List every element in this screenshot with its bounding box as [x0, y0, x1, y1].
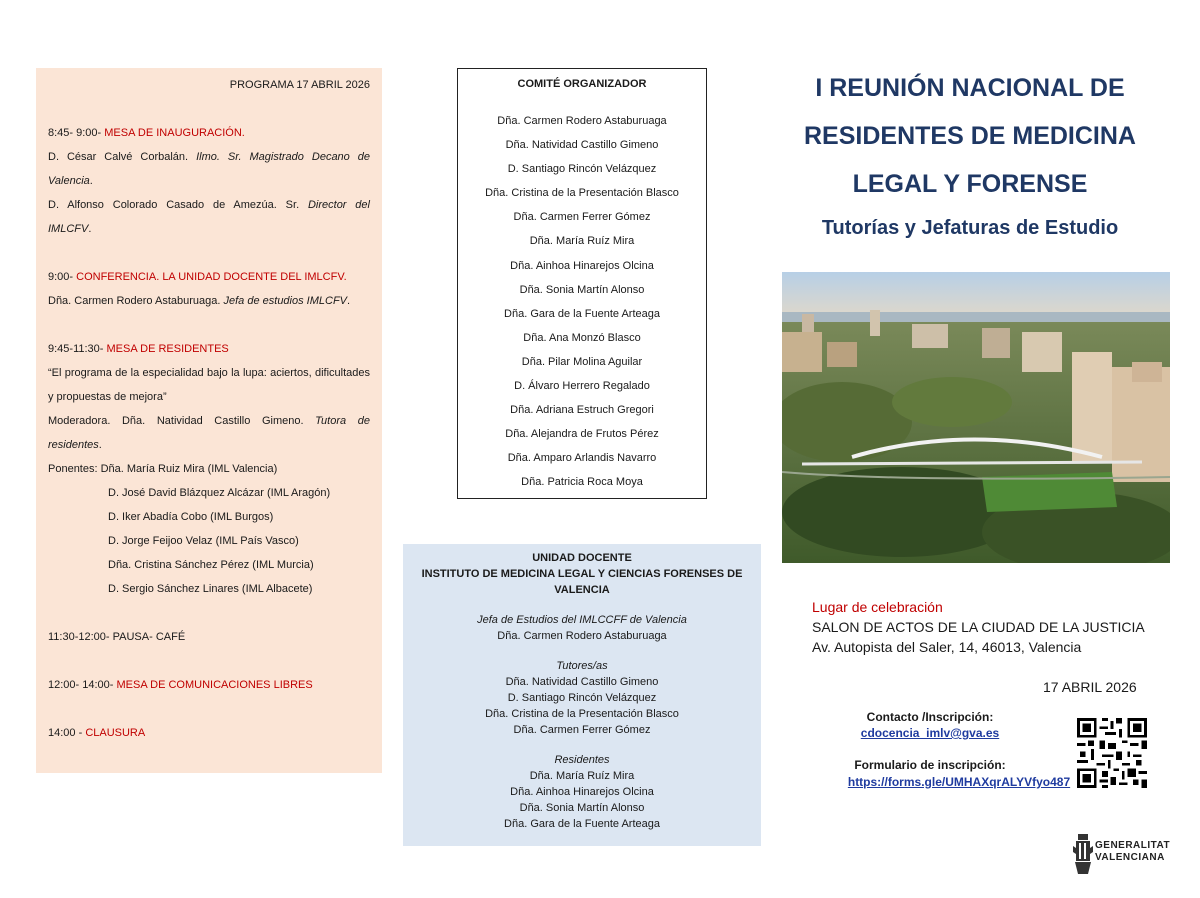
communications-heading	[48, 673, 370, 697]
form-url-link[interactable]: https://forms.gle/UMHAXqrALYVfyo487	[847, 775, 1071, 789]
residents-heading	[48, 337, 370, 361]
venue-address: Av. Autopista del Saler, 14, 46013, Valencia	[812, 639, 1082, 655]
inauguration-speaker-1: D. César Calvé Corbalán. Ilmo. Sr. Magistrado Decano de Valencia.	[48, 151, 371, 187]
session-time: 12:00- 14:00-	[48, 679, 117, 691]
list-item: Dña. Amparo Arlandis Navarro	[507, 452, 657, 465]
institute-name: INSTITUTO DE MEDICINA LEGAL Y CIENCIAS FORENSES DE VALENCIA	[421, 568, 743, 596]
organizing-committee	[457, 68, 707, 499]
ponente-item	[48, 457, 370, 481]
list-item: Dña. Sonia Martín Alonso	[519, 283, 645, 296]
list-item: D. Álvaro Herrero Regalado	[514, 380, 650, 393]
generalitat-crest-icon	[1073, 834, 1093, 876]
logo-line-2: VALENCIANA	[1095, 852, 1165, 863]
list-item: Dña. Natividad Castillo Gimeno	[505, 139, 659, 152]
list-item: Dña. Gara de la Fuente Arteaga	[504, 307, 660, 320]
conference-speaker: Dña. Carmen Rodero Astaburuaga. Jefa de estudios IMLCFV.	[48, 295, 351, 307]
residents-quote: “El programa de la especialidad bajo la lupa: aciertos, dificultades y propuestas de mejora”	[48, 367, 370, 403]
session-title: CLAUSURA	[85, 727, 146, 739]
ponente-item: Dña. Cristina Sánchez Pérez (IML Murcia)	[108, 559, 314, 571]
speaker-role: Ilmo. Sr. Magistrado Decano de Valencia	[48, 151, 371, 187]
head-of-studies-label: Jefa de Estudios del IMLCCFF de Valencia	[477, 614, 687, 626]
ponentes-label: Ponentes:	[48, 463, 101, 475]
contact-label: Contacto /Inscripción:	[866, 710, 994, 724]
list-item: Dña. Pilar Molina Aguilar	[521, 355, 643, 368]
contact-email-link[interactable]: cdocencia_imlv@gva.es	[860, 726, 1000, 740]
session-time: 9:00-	[48, 271, 77, 283]
city-aerial-photo	[782, 272, 1170, 563]
session-title: MESA DE INAUGURACIÓN.	[104, 127, 245, 139]
list-item: Dña. Ana Monzó Blasco	[523, 331, 641, 344]
list-item: Dña. María Ruíz Mira	[529, 235, 635, 248]
teaching-unit-box	[403, 544, 761, 846]
list-item: D. Santiago Rincón Velázquez	[507, 163, 657, 176]
generalitat-logo-text	[1095, 840, 1170, 864]
inauguration-heading	[48, 121, 370, 145]
residents-label: Residentes	[554, 754, 610, 766]
event-date: 17 ABRIL 2026	[1043, 679, 1137, 695]
list-item: Dña. Carmen Rodero Astaburuaga	[497, 115, 667, 127]
event-title-line-1: I REUNIÓN NACIONAL DE	[815, 74, 1125, 102]
committee-list	[458, 109, 706, 495]
session-title: MESA DE COMUNICACIONES LIBRES	[116, 679, 313, 691]
list-item: Dña. Ainhoa Hinarejos Olcina	[510, 259, 654, 272]
list-item: Dña. Cristina de la Presentación Blasco	[485, 187, 679, 200]
program-panel	[36, 68, 382, 773]
session-time: 14:00 -	[48, 727, 86, 739]
residents-moderator: Moderadora. Dña. Natividad Castillo Gimeno. Tutora de residentes.	[48, 415, 370, 451]
committee-title: COMITÉ ORGANIZADOR	[517, 78, 647, 90]
coffee-break: 11:30-12:00- PAUSA- CAFÉ	[48, 631, 186, 643]
session-title: CONFERENCIA. LA UNIDAD DOCENTE DEL IMLCFV.	[76, 271, 347, 283]
session-time: 8:45- 9:00-	[48, 127, 105, 139]
logo-line-1: GENERALITAT	[1095, 840, 1171, 851]
event-title-line-3: LEGAL Y FORENSE	[852, 170, 1088, 198]
list-item: Dña. Ainhoa Hinarejos Olcina	[510, 786, 654, 798]
speaker-name: D. Alfonso Colorado Casado de Amezúa. Sr.	[48, 199, 308, 211]
inauguration-speaker-2: D. Alfonso Colorado Casado de Amezúa. Sr. Director del IMLCFV.	[48, 199, 370, 235]
speaker-name: D. César Calvé Corbalán.	[48, 151, 197, 163]
program-header: PROGRAMA 17 ABRIL 2026	[229, 79, 370, 91]
ponente-name: Dña. María Ruiz Mira (IML Valencia)	[100, 463, 278, 475]
list-item: Dña. María Ruíz Mira	[529, 770, 635, 782]
session-title: MESA DE RESIDENTES	[106, 343, 229, 355]
speaker-name: Dña. Carmen Rodero Astaburuaga.	[48, 295, 224, 307]
venue-label: Lugar de celebración	[812, 599, 943, 615]
list-item: D. Santiago Rincón Velázquez	[507, 692, 657, 704]
qr-code-icon[interactable]	[1077, 718, 1147, 788]
session-time: 9:45-11:30-	[48, 343, 107, 355]
speaker-role: Director del IMLCFV	[48, 199, 370, 235]
ponente-item: D. Sergio Sánchez Linares (IML Albacete)	[108, 583, 313, 595]
event-subtitle: Tutorías y Jefaturas de Estudio	[821, 217, 1119, 239]
tutors-label: Tutores/as	[556, 660, 608, 672]
list-item: Dña. Sonia Martín Alonso	[519, 802, 645, 814]
form-label: Formulario de inscripción:	[854, 758, 1006, 772]
list-item: Dña. Adriana Estruch Gregori	[510, 404, 654, 417]
moderator-name: Moderadora. Dña. Natividad Castillo Gimeno.	[48, 415, 316, 427]
list-item: Dña. Natividad Castillo Gimeno	[505, 676, 659, 688]
closing-heading	[48, 721, 370, 745]
list-item: Dña. Patricia Roca Moya	[521, 476, 643, 489]
venue-block	[812, 597, 1145, 657]
speaker-role: Jefa de estudios IMLCFV	[223, 295, 348, 307]
head-of-studies-name: Dña. Carmen Rodero Astaburuaga	[497, 630, 667, 642]
ponente-item: D. José David Blázquez Alcázar (IML Aragón)	[108, 487, 331, 499]
list-item: Dña. Carmen Ferrer Gómez	[513, 724, 651, 736]
list-item: Dña. Carmen Ferrer Gómez	[513, 211, 651, 224]
list-item: Dña. Alejandra de Frutos Pérez	[505, 428, 659, 441]
list-item: Dña. Cristina de la Presentación Blasco	[485, 708, 679, 720]
ponente-item: D. Jorge Feijoo Velaz (IML País Vasco)	[108, 535, 299, 547]
unit-title: UNIDAD DOCENTE	[532, 552, 632, 564]
moderator-role: Tutora de residentes	[48, 415, 370, 451]
event-title-line-2: RESIDENTES DE MEDICINA	[804, 122, 1136, 150]
conference-heading	[48, 265, 370, 289]
list-item: Dña. Gara de la Fuente Arteaga	[504, 818, 660, 830]
venue-name: SALON DE ACTOS DE LA CIUDAD DE LA JUSTICIA	[812, 619, 1145, 635]
ponente-item: D. Iker Abadía Cobo (IML Burgos)	[108, 511, 274, 523]
